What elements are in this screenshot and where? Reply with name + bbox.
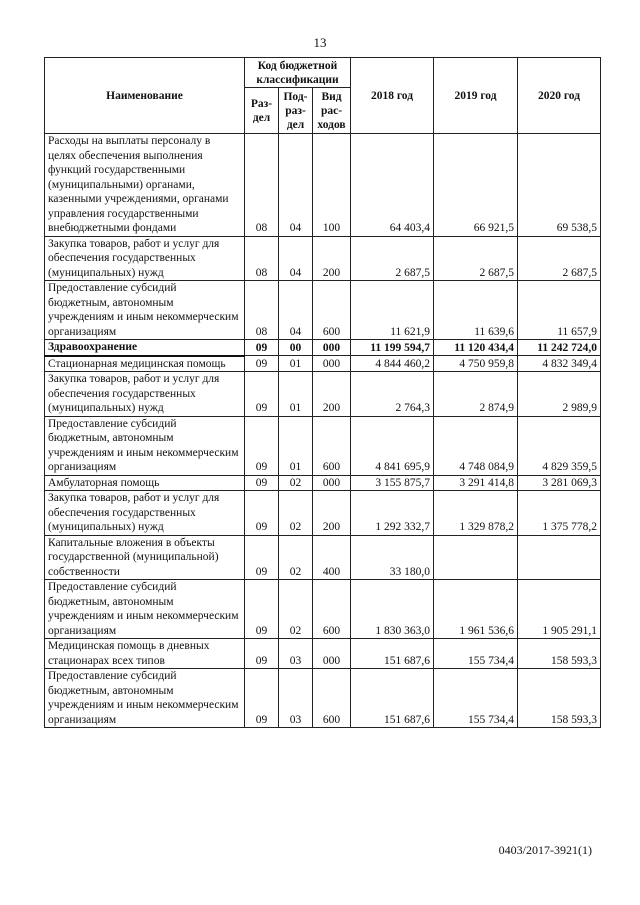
row-value-2018: 3 155 875,7 xyxy=(351,475,434,491)
header-subsection: Под-раз-дел xyxy=(279,88,313,134)
row-expense-type: 600 xyxy=(313,416,351,475)
row-value-2019: 4 748 084,9 xyxy=(434,416,518,475)
row-expense-type: 600 xyxy=(313,281,351,340)
row-name: Капитальные вложения в объекты государственной (муниципальной) собственности xyxy=(45,535,245,580)
row-section: 09 xyxy=(245,491,279,536)
row-expense-type: 200 xyxy=(313,491,351,536)
row-value-2020: 1 905 291,1 xyxy=(518,580,601,639)
row-value-2020: 2 687,5 xyxy=(518,236,601,281)
table-row xyxy=(45,236,601,281)
row-value-2018: 11 621,9 xyxy=(351,281,434,340)
row-subsection: 01 xyxy=(279,372,313,417)
table-row xyxy=(45,340,601,356)
row-value-2018: 4 844 460,2 xyxy=(351,356,434,372)
row-value-2018: 4 841 695,9 xyxy=(351,416,434,475)
row-value-2018: 151 687,6 xyxy=(351,669,434,728)
row-expense-type: 600 xyxy=(313,669,351,728)
row-name: Закупка товаров, работ и услуг для обеспечения государственных (муниципальных) нужд xyxy=(45,491,245,536)
row-value-2020: 3 281 069,3 xyxy=(518,475,601,491)
header-section: Раз-дел xyxy=(245,88,279,134)
table-row xyxy=(45,491,601,536)
row-section: 09 xyxy=(245,580,279,639)
row-value-2018: 1 830 363,0 xyxy=(351,580,434,639)
table-row xyxy=(45,475,601,491)
header-2019: 2019 год xyxy=(434,58,518,134)
row-section: 09 xyxy=(245,669,279,728)
row-expense-type: 000 xyxy=(313,475,351,491)
table-row xyxy=(45,639,601,669)
row-name: Амбулаторная помощь xyxy=(45,475,245,491)
row-name: Закупка товаров, работ и услуг для обеспечения государственных (муниципальных) нужд xyxy=(45,236,245,281)
row-section: 08 xyxy=(245,281,279,340)
row-section: 09 xyxy=(245,535,279,580)
row-value-2019: 155 734,4 xyxy=(434,669,518,728)
row-subsection: 03 xyxy=(279,639,313,669)
header-2020: 2020 год xyxy=(518,58,601,134)
row-expense-type: 600 xyxy=(313,580,351,639)
row-value-2018: 33 180,0 xyxy=(351,535,434,580)
row-section: 08 xyxy=(245,134,279,237)
row-expense-type: 200 xyxy=(313,236,351,281)
table-row xyxy=(45,356,601,372)
row-value-2020: 158 593,3 xyxy=(518,639,601,669)
row-subsection: 01 xyxy=(279,416,313,475)
row-subsection: 02 xyxy=(279,491,313,536)
header-2018: 2018 год xyxy=(351,58,434,134)
row-subsection: 02 xyxy=(279,580,313,639)
row-expense-type: 400 xyxy=(313,535,351,580)
row-name: Предоставление субсидий бюджетным, автономным учреждениям и иным некоммерческим организациям xyxy=(45,580,245,639)
row-value-2018: 11 199 594,7 xyxy=(351,340,434,356)
row-subsection: 04 xyxy=(279,134,313,237)
header-name: Наименование xyxy=(45,58,245,134)
row-section: 09 xyxy=(245,372,279,417)
row-subsection: 02 xyxy=(279,475,313,491)
row-value-2018: 1 292 332,7 xyxy=(351,491,434,536)
row-section: 09 xyxy=(245,475,279,491)
row-subsection: 01 xyxy=(279,356,313,372)
row-value-2020: 11 657,9 xyxy=(518,281,601,340)
row-value-2019: 1 961 536,6 xyxy=(434,580,518,639)
row-subsection: 04 xyxy=(279,236,313,281)
row-value-2018: 2 687,5 xyxy=(351,236,434,281)
row-expense-type: 000 xyxy=(313,340,351,356)
row-value-2019: 1 329 878,2 xyxy=(434,491,518,536)
row-name: Предоставление субсидий бюджетным, автономным учреждениям и иным некоммерческим организациям xyxy=(45,416,245,475)
row-value-2020: 2 989,9 xyxy=(518,372,601,417)
row-subsection: 04 xyxy=(279,281,313,340)
budget-table xyxy=(44,57,601,728)
row-value-2018: 64 403,4 xyxy=(351,134,434,237)
table-row xyxy=(45,134,601,237)
row-value-2019: 11 120 434,4 xyxy=(434,340,518,356)
row-section: 09 xyxy=(245,356,279,372)
row-value-2020: 4 829 359,5 xyxy=(518,416,601,475)
row-section: 09 xyxy=(245,639,279,669)
table-row xyxy=(45,580,601,639)
row-value-2018: 2 764,3 xyxy=(351,372,434,417)
row-section: 08 xyxy=(245,236,279,281)
table-row xyxy=(45,281,601,340)
row-name: Закупка товаров, работ и услуг для обеспечения государственных (муниципальных) нужд xyxy=(45,372,245,417)
row-name: Стационарная медицинская помощь xyxy=(45,356,245,372)
row-section: 09 xyxy=(245,416,279,475)
header-expense-type: Вид рас-ходов xyxy=(313,88,351,134)
row-name: Предоставление субсидий бюджетным, автономным учреждениям и иным некоммерческим организациям xyxy=(45,281,245,340)
row-value-2019: 4 750 959,8 xyxy=(434,356,518,372)
table-row xyxy=(45,669,601,728)
row-subsection: 03 xyxy=(279,669,313,728)
row-value-2019: 11 639,6 xyxy=(434,281,518,340)
row-name: Здравоохранение xyxy=(45,340,245,356)
row-value-2019: 2 874,9 xyxy=(434,372,518,417)
row-subsection: 00 xyxy=(279,340,313,356)
document-code: 0403/2017-3921(1) xyxy=(498,843,592,857)
row-value-2020: 11 242 724,0 xyxy=(518,340,601,356)
header-classification: Код бюджетной классификации xyxy=(245,58,351,88)
row-expense-type: 200 xyxy=(313,372,351,417)
row-expense-type: 000 xyxy=(313,639,351,669)
table-row xyxy=(45,535,601,580)
row-name: Расходы на выплаты персоналу в целях обеспечения выполнения функций государственными (муниципальными) органами, казенными учреждениями, органами управления государственными внебюджетными фондами xyxy=(45,134,245,237)
row-value-2020: 1 375 778,2 xyxy=(518,491,601,536)
row-expense-type: 000 xyxy=(313,356,351,372)
row-value-2019: 2 687,5 xyxy=(434,236,518,281)
table-row xyxy=(45,372,601,417)
row-expense-type: 100 xyxy=(313,134,351,237)
row-name: Медицинская помощь в дневных стационарах всех типов xyxy=(45,639,245,669)
row-value-2020 xyxy=(518,535,601,580)
row-name: Предоставление субсидий бюджетным, автономным учреждениям и иным некоммерческим организациям xyxy=(45,669,245,728)
table-row xyxy=(45,416,601,475)
row-value-2018: 151 687,6 xyxy=(351,639,434,669)
row-value-2019: 66 921,5 xyxy=(434,134,518,237)
row-value-2020: 4 832 349,4 xyxy=(518,356,601,372)
row-value-2019: 155 734,4 xyxy=(434,639,518,669)
row-value-2019 xyxy=(434,535,518,580)
row-value-2020: 158 593,3 xyxy=(518,669,601,728)
row-value-2020: 69 538,5 xyxy=(518,134,601,237)
row-section: 09 xyxy=(245,340,279,356)
row-subsection: 02 xyxy=(279,535,313,580)
page-number: 13 xyxy=(313,35,327,50)
row-value-2019: 3 291 414,8 xyxy=(434,475,518,491)
